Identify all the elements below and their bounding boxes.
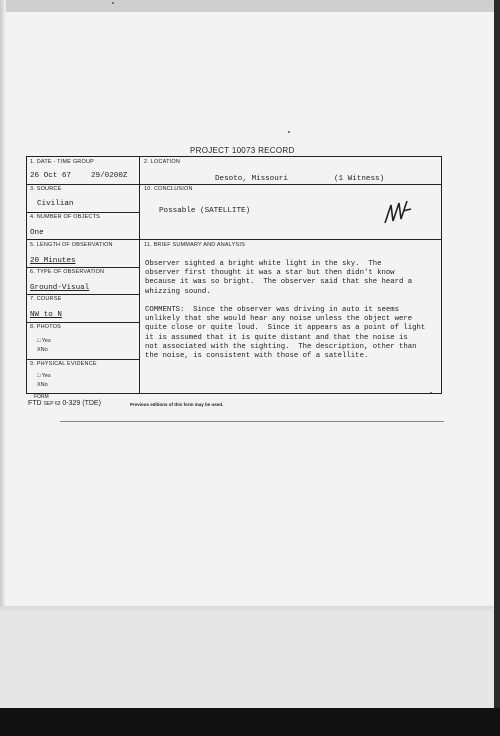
comment-line: quite close or quite loud. Since it appears as a point of light bbox=[145, 324, 426, 333]
location-value: Desoto, Missouri bbox=[215, 175, 288, 183]
comment-line: not associated with the sighting. The description, other than bbox=[145, 342, 417, 351]
row-divider bbox=[139, 239, 441, 240]
summary-text bbox=[145, 260, 439, 361]
type-of-observation-label: 6. TYPE OF OBSERVATION bbox=[30, 269, 105, 275]
length-of-observation-value: 20 Minutes bbox=[30, 257, 76, 265]
row-divider bbox=[27, 294, 139, 295]
checkbox-empty-icon: □ bbox=[37, 373, 41, 379]
row-divider bbox=[27, 239, 139, 240]
footer-rule bbox=[60, 421, 444, 422]
number-of-objects-value: One bbox=[30, 229, 44, 237]
witness-value: (1 Witness) bbox=[334, 175, 385, 183]
row-divider bbox=[27, 267, 139, 268]
summary-line: Observer sighted a bright white light in the sky. The bbox=[145, 260, 382, 268]
conclusion-value: Possable (SATELLITE) bbox=[159, 207, 251, 215]
summary-label: 11. BRIEF SUMMARY AND ANALYSIS bbox=[144, 242, 245, 248]
dust-speck bbox=[112, 2, 114, 4]
photos-yes-label: Yes bbox=[41, 338, 51, 344]
course-value: NW to N bbox=[30, 311, 62, 319]
scan-left-shadow bbox=[0, 0, 6, 708]
photos-no-option bbox=[37, 347, 48, 353]
row-divider bbox=[27, 212, 139, 213]
scan-bottom-edge bbox=[0, 708, 500, 736]
comment-line: unlikely that she would hear any noise unless the object were bbox=[145, 315, 413, 324]
checkbox-empty-icon: □ bbox=[37, 338, 41, 344]
comment-line: the noise, is consistent with those of a satellite. bbox=[145, 352, 369, 361]
location-label: 2. LOCATION bbox=[144, 159, 181, 165]
physical-evidence-yes-label: Yes bbox=[41, 373, 51, 379]
form-id bbox=[28, 400, 101, 407]
length-of-observation-label: 5. LENGTH OF OBSERVATION bbox=[30, 242, 113, 248]
column-divider bbox=[139, 157, 140, 393]
date-time-group-label: 1. DATE - TIME GROUP bbox=[30, 159, 94, 165]
physical-evidence-yes-option bbox=[37, 373, 51, 379]
photos-no-label: No bbox=[40, 347, 48, 353]
source-label: 3. SOURCE bbox=[30, 186, 62, 192]
form-number: 0-329 (TDE) bbox=[62, 400, 101, 407]
physical-evidence-no-label: No bbox=[40, 382, 48, 388]
form-label: FORM bbox=[34, 394, 49, 400]
previous-editions-note: Previous editions of this form may be used. bbox=[130, 402, 224, 407]
date-value: 26 Oct 67 bbox=[30, 172, 72, 180]
summary-line: because it was so bright. The observer said that she heard a bbox=[145, 278, 413, 287]
handwritten-initials-icon bbox=[383, 199, 413, 229]
physical-evidence-no-option bbox=[37, 382, 48, 388]
photos-label: 8. PHOTOS bbox=[30, 324, 62, 330]
scan-top-edge bbox=[0, 0, 500, 12]
physical-evidence-label: 9. PHYSICAL EVIDENCE bbox=[30, 361, 97, 367]
course-label: 7. COURSE bbox=[30, 296, 62, 302]
form-date: SEP 63 bbox=[43, 401, 61, 407]
photos-yes-option bbox=[37, 338, 51, 344]
conclusion-label: 10. CONCLUSION bbox=[144, 186, 193, 192]
comment-line: COMMENTS: Since the observer was driving in auto it seems bbox=[145, 306, 399, 315]
type-of-observation-value: Ground-Visual bbox=[30, 284, 90, 292]
project-record-form bbox=[26, 156, 442, 394]
checkbox-marked-icon: X bbox=[37, 382, 41, 388]
row-divider bbox=[27, 359, 139, 360]
number-of-objects-label: 4. NUMBER OF OBJECTS bbox=[30, 214, 101, 220]
row-divider bbox=[27, 184, 139, 185]
scan-right-edge bbox=[494, 0, 500, 736]
summary-line: whizzing sound. bbox=[145, 287, 211, 296]
checkbox-marked-icon: X bbox=[37, 347, 41, 353]
page-fold-line bbox=[0, 606, 500, 614]
dust-speck bbox=[288, 131, 290, 133]
comment-line: it is assumed that it is quite distant and that the noise is bbox=[145, 333, 408, 342]
form-title: PROJECT 10073 RECORD bbox=[190, 146, 295, 155]
time-value: 29/0200Z bbox=[91, 172, 128, 180]
ftd-label: FTD bbox=[28, 400, 42, 407]
lower-page-band bbox=[0, 614, 500, 708]
row-divider bbox=[27, 322, 139, 323]
summary-line: observer first thought it was a star but then didn't know bbox=[145, 269, 395, 278]
source-value: Civilian bbox=[37, 200, 74, 208]
row-divider bbox=[139, 184, 441, 185]
